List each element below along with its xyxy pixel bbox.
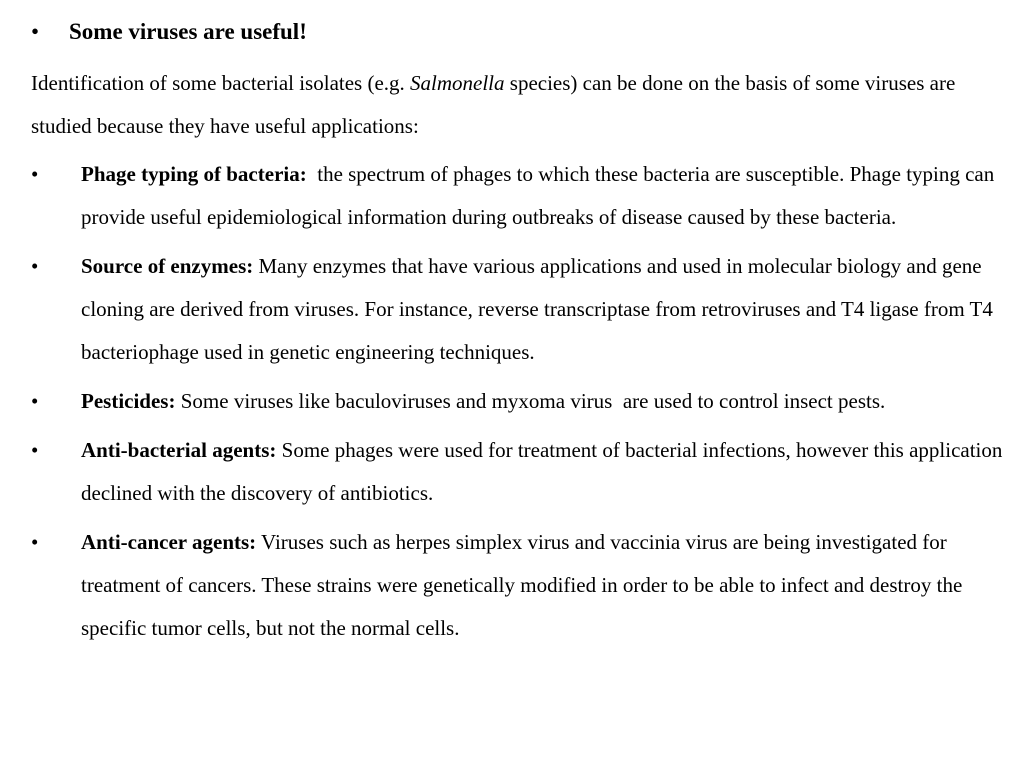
item-label: Anti-cancer agents:: [81, 530, 257, 554]
bullet-icon: •: [31, 19, 40, 44]
item-label: Pesticides:: [81, 389, 176, 413]
intro-genus-italic: Salmonella: [410, 71, 505, 95]
intro-paragraph: [31, 62, 1021, 148]
intro-text-end: species) can be done on the basis of some viruses are studied because they have useful applications:: [31, 71, 956, 138]
applications-list: [0, 153, 1024, 656]
item-text: Many enzymes that have various applications and used in molecular biology and gene cloning are derived from viruses. For instance, reverse transcriptase from retroviruses and T4 ligase from T4 bacteriophage used in genetic engineering techniques.: [81, 254, 993, 364]
list-item-source-of-enzymes: [0, 245, 1024, 374]
intro-text-start: Identification of some bacterial isolates (e.g.: [31, 71, 411, 95]
bullet-icon: •: [31, 530, 39, 554]
list-item-phage-typing: [0, 153, 1024, 239]
bullet-icon: •: [31, 162, 39, 186]
page-title: Some viruses are useful!: [69, 19, 307, 44]
list-item-anti-cancer-agents: [0, 521, 1024, 650]
item-label: Phage typing of bacteria:: [81, 162, 307, 186]
list-item-anti-bacterial-agents: [0, 429, 1024, 515]
bullet-icon: •: [31, 438, 39, 462]
item-text: Some viruses like baculoviruses and myxoma virus are used to control insect pests.: [175, 389, 886, 413]
item-text: the spectrum of phages to which these bacteria are susceptible. Phage typing can provide useful epidemiological information during outbreaks of disease caused by these bacteria.: [81, 162, 1000, 229]
item-text: Viruses such as herpes simplex virus and vaccinia virus are being investigated for treatment of cancers. These strains were genetically modified in order to be able to infect and destroy the specific tumor cells, but not the normal cells.: [81, 530, 963, 640]
bullet-icon: •: [31, 389, 39, 413]
list-item-pesticides: [0, 380, 1024, 423]
item-label: Anti-bacterial agents:: [81, 438, 277, 462]
item-text: Some phages were used for treatment of bacterial infections, however this application declined with the discovery of antibiotics.: [81, 438, 1003, 505]
item-label: Source of enzymes:: [81, 254, 254, 278]
heading-row: [31, 14, 307, 50]
bullet-icon: •: [31, 254, 39, 278]
